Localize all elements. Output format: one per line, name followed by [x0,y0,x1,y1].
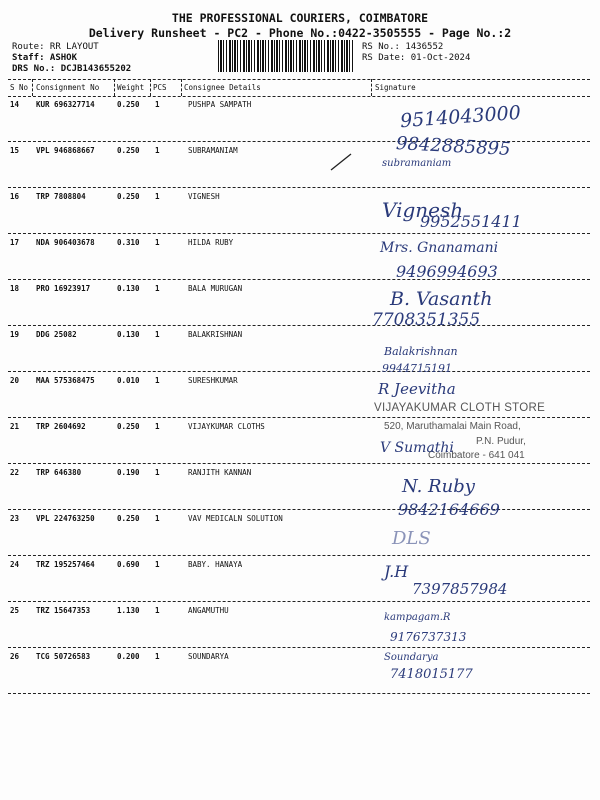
handwritten-phone: 9842164669 [398,500,500,519]
route-label: Route: RR LAYOUT [12,42,99,52]
rs-date: RS Date: 01-Oct-2024 [362,53,471,63]
row-consignee-name: SUBRAMANIAM [188,146,238,155]
row-divider [8,187,590,188]
row-consignment-no: VPL 946868667 [36,146,95,155]
row-sno: 19 [10,330,20,339]
rs-number: RS No.: 1436552 [362,42,444,52]
col-divider [371,79,372,96]
row-consignee-name: BALAKRISHNAN [188,330,243,339]
col-weight-header: Weight [117,83,145,92]
row-divider [8,279,590,280]
row-sno: 20 [10,376,20,385]
handwritten-signature: DLS [392,528,431,549]
row-weight: 0.250 [117,146,140,155]
row-divider [8,647,590,648]
row-weight: 0.200 [117,652,140,661]
row-consignment-no: PRO 16923917 [36,284,91,293]
row-pcs: 1 [155,238,160,247]
row-divider [8,233,590,234]
row-consignee-name: BALA MURUGAN [188,284,243,293]
stamp-address-line: 520, Maruthamalai Main Road, [384,421,521,432]
row-pcs: 1 [155,284,160,293]
row-consignee-name: RANJITH KANNAN [188,468,252,477]
col-divider [32,79,33,96]
row-consignee-name: VIGNESH [188,192,220,201]
drs-label: DRS No.: DCJB143655202 [12,64,132,74]
row-consignment-no: TCG 50726583 [36,652,91,661]
row-consignment-no: VPL 224763250 [36,514,95,523]
handwritten-signature: subramaniam [382,158,452,169]
tick-mark [330,153,352,171]
handwritten-phone: 9944715191 [382,362,452,375]
row-pcs: 1 [155,560,160,569]
row-consignment-no: TRP 7808804 [36,192,86,201]
row-divider [8,555,590,556]
row-weight: 0.010 [117,376,140,385]
handwritten-phone: 9952551411 [420,212,522,231]
barcode [218,40,354,72]
col-divider [150,79,151,96]
row-weight: 1.130 [117,606,140,615]
col-consignee-header: Consignee Details [184,83,261,92]
row-consignment-no: DDG 25082 [36,330,77,339]
row-divider [8,417,590,418]
col-divider [181,79,182,96]
col-sno-header: S No [10,83,29,92]
handwritten-signature: J.H [384,562,409,581]
handwritten-phone: 9496994693 [396,262,498,281]
handwritten-phone: 7418015177 [390,667,473,682]
row-weight: 0.250 [117,192,140,201]
row-divider [8,693,590,694]
col-consignment-header: Consignment No [36,83,100,92]
handwritten-signature: N. Ruby [402,476,475,497]
handwritten-phone: 7397857984 [412,580,508,598]
row-consignee-name: BABY. HANAYA [188,560,243,569]
row-consignment-no: TRP 646380 [36,468,82,477]
row-pcs: 1 [155,192,160,201]
row-weight: 0.130 [117,330,140,339]
row-weight: 0.190 [117,468,140,477]
row-consignment-no: TRZ 15647353 [36,606,91,615]
row-divider [8,325,590,326]
row-weight: 0.310 [117,238,140,247]
row-sno: 24 [10,560,20,569]
table-top-rule [8,79,590,80]
row-pcs: 1 [155,100,160,109]
row-consignee-name: SOUNDARYA [188,652,229,661]
staff-label: Staff: ASHOK [12,53,78,63]
row-divider [8,509,590,510]
handwritten-signature: 9514043000 [399,101,522,133]
row-pcs: 1 [155,606,160,615]
row-sno: 25 [10,606,20,615]
row-consignee-name: VAV MEDICALN SOLUTION [188,514,283,523]
handwritten-signature: Mrs. Gnanamani [380,240,499,256]
row-pcs: 1 [155,652,160,661]
row-weight: 0.250 [117,100,140,109]
row-pcs: 1 [155,468,160,477]
col-divider [114,79,115,96]
row-divider [8,463,590,464]
stamp-name: VIJAYAKUMAR CLOTH STORE [374,402,546,414]
document-title: THE PROFESSIONAL COURIERS, COIMBATORE [171,11,429,25]
stamp-address-line: P.N. Pudur, [476,436,526,447]
handwritten-phone: 9176737313 [390,630,467,644]
row-sno: 21 [10,422,20,431]
row-consignee-name: HILDA RUBY [188,238,234,247]
row-sno: 23 [10,514,20,523]
handwritten-signature: kampagam.R [384,612,451,623]
row-sno: 22 [10,468,20,477]
row-pcs: 1 [155,146,160,155]
row-consignee-name: SURESHKUMAR [188,376,238,385]
row-weight: 0.250 [117,422,140,431]
col-signature-header: Signature [375,83,416,92]
row-pcs: 1 [155,422,160,431]
row-pcs: 1 [155,330,160,339]
row-sno: 18 [10,284,20,293]
handwritten-signature: Balakrishnan [384,345,458,358]
row-pcs: 1 [155,514,160,523]
row-consignment-no: NDA 906403678 [36,238,95,247]
stamp-address-line: Coimbatore - 641 041 [428,450,525,461]
handwritten-phone: 9842885895 [395,133,512,160]
row-sno: 16 [10,192,20,201]
row-consignment-no: KUR 696327714 [36,100,95,109]
handwritten-signature: V Sumathi [380,440,454,456]
row-consignment-no: TRZ 195257464 [36,560,95,569]
row-weight: 0.130 [117,284,140,293]
row-consignment-no: TRP 2604692 [36,422,86,431]
handwritten-phone: 7708351355 [372,310,481,330]
table-header-rule [8,96,590,97]
row-consignment-no: MAA 575368475 [36,376,95,385]
handwritten-signature: B. Vasanth [390,288,493,310]
row-divider [8,371,590,372]
row-weight: 0.250 [117,514,140,523]
handwritten-signature: R Jeevitha [378,380,456,398]
row-consignee-name: ANGAMUTHU [188,606,229,615]
row-sno: 26 [10,652,20,661]
row-sno: 17 [10,238,20,247]
row-sno: 15 [10,146,20,155]
handwritten-signature: Vignesh [382,198,464,222]
document-subtitle: Delivery Runsheet - PC2 - Phone No.:0422-3505555 - Page No.:2 [88,26,512,40]
col-pcs-header: PCS [153,83,167,92]
row-pcs: 1 [155,376,160,385]
row-divider [8,601,590,602]
row-consignee-name: VIJAYKUMAR CLOTHS [188,422,265,431]
row-sno: 14 [10,100,20,109]
handwritten-signature: Soundarya [384,652,439,663]
row-weight: 0.690 [117,560,140,569]
row-consignee-name: PUSHPA SAMPATH [188,100,252,109]
